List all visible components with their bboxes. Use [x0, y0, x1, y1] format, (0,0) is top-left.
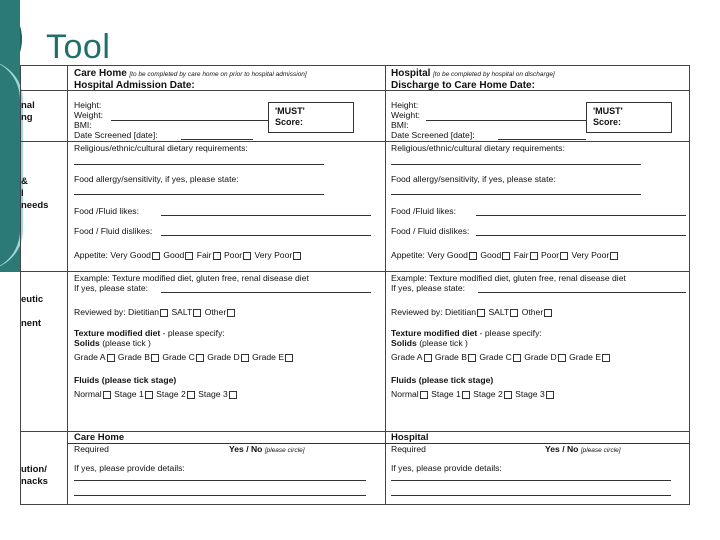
ch-reviewed-label: Reviewed by:	[74, 307, 126, 317]
h-appetite-good-checkbox[interactable]	[502, 252, 510, 260]
h-solids-row	[391, 338, 468, 349]
hospital-header	[391, 68, 555, 91]
ch-date-line[interactable]	[181, 139, 253, 140]
ch-fluids-row	[74, 375, 176, 386]
h-reviewed-dietitian: Dietitian	[444, 307, 477, 317]
ch-stage-3-checkbox[interactable]	[229, 391, 237, 399]
ch-stage-3: Stage 3	[198, 389, 228, 399]
h-texture-title: Texture modified diet	[391, 328, 478, 338]
ch-solids-label: Solids	[74, 338, 100, 348]
h-date-screened-label: Date Screened [date]:	[391, 130, 475, 140]
h-stage-1: Stage 1	[431, 389, 461, 399]
care-home-title: Care Home	[74, 68, 127, 79]
row-divider-screening	[21, 141, 689, 142]
h-allergy-line[interactable]	[391, 194, 641, 195]
h-must-score: Score:	[593, 117, 622, 127]
h-bmi-label: BMI:	[391, 120, 409, 130]
ch-grade-d-checkbox[interactable]	[241, 354, 249, 362]
h-grades-row	[391, 352, 611, 363]
h-example-text: Example: Texture modified diet, gluten free, renal disease diet	[391, 273, 626, 283]
ch-grades-row	[74, 352, 294, 363]
slide-title: Tool	[46, 28, 111, 66]
h-grade-a-checkbox[interactable]	[424, 354, 432, 362]
ch-appetite-good: Good	[163, 250, 185, 260]
ch-grade-b: Grade B	[117, 352, 150, 362]
ch-details-line-1[interactable]	[74, 480, 366, 481]
h-grade-d: Grade D	[524, 352, 557, 362]
row-divider-needs	[21, 271, 689, 272]
ch-details-label: If yes, please provide details:	[74, 463, 185, 473]
h-appetite-label: Appetite:	[391, 250, 425, 260]
h-likes-line[interactable]	[476, 215, 686, 216]
row-label-screening-2: ng	[21, 112, 33, 123]
h-stage-normal-checkbox[interactable]	[420, 391, 428, 399]
h-solids-note: (please tick )	[419, 338, 468, 348]
column-divider-left	[67, 66, 68, 504]
h-yes-no[interactable]: Yes / No	[545, 444, 579, 454]
h-grade-d-checkbox[interactable]	[558, 354, 566, 362]
h-height-label: Height:	[391, 100, 419, 110]
ch-bmi-label: BMI:	[74, 120, 92, 130]
ch-grade-b-checkbox[interactable]	[151, 354, 159, 362]
ch-yes-no-row	[229, 444, 305, 456]
h-reviewed-label: Reviewed by:	[391, 307, 443, 317]
ch-reviewed-other-checkbox[interactable]	[227, 309, 235, 317]
ch-reviewed-other: Other	[204, 307, 227, 317]
h-reviewed-salt-checkbox[interactable]	[510, 309, 518, 317]
h-appetite-poor: Poor	[540, 250, 560, 260]
ch-snacks-title-line	[67, 443, 385, 444]
h-grade-e-checkbox[interactable]	[602, 354, 610, 362]
h-dislikes-label: Food / Fluid dislikes:	[391, 226, 470, 236]
ch-stage-1-checkbox[interactable]	[145, 391, 153, 399]
h-details-label: If yes, please provide details:	[391, 463, 502, 473]
ch-grade-c: Grade C	[162, 352, 195, 362]
care-home-note: [to be completed by care home on prior to hospital admission]	[129, 71, 307, 78]
ch-dislikes-label: Food / Fluid dislikes:	[74, 226, 153, 236]
h-grade-b-checkbox[interactable]	[468, 354, 476, 362]
h-reviewed-other-checkbox[interactable]	[544, 309, 552, 317]
ch-stage-normal-checkbox[interactable]	[103, 391, 111, 399]
h-appetite-very-good-checkbox[interactable]	[469, 252, 477, 260]
ch-dislikes-line[interactable]	[161, 235, 371, 236]
ch-appetite-fair: Fair	[196, 250, 212, 260]
ch-stages-row	[74, 389, 238, 400]
ch-appetite-poor-checkbox[interactable]	[243, 252, 251, 260]
h-appetite-very-poor-checkbox[interactable]	[610, 252, 618, 260]
ch-appetite-fair-checkbox[interactable]	[213, 252, 221, 260]
h-stage-3: Stage 3	[515, 389, 545, 399]
h-if-yes-line[interactable]	[478, 292, 686, 293]
ch-grade-e-checkbox[interactable]	[285, 354, 293, 362]
h-stage-2: Stage 2	[473, 389, 503, 399]
ch-fluids-note: (please tick stage)	[101, 375, 177, 385]
ch-appetite-label: Appetite:	[74, 250, 108, 260]
h-weight-label: Weight:	[391, 110, 420, 120]
h-appetite-poor-checkbox[interactable]	[560, 252, 568, 260]
ch-snacks-title: Care Home	[74, 432, 125, 443]
ch-appetite-very-poor-checkbox[interactable]	[293, 252, 301, 260]
h-religious-line[interactable]	[391, 164, 641, 165]
ch-example-text: Example: Texture modified diet, gluten free, renal disease diet	[74, 273, 309, 283]
row-label-therapeutic-2: nent	[21, 318, 42, 329]
h-likes-label: Food /Fluid likes:	[391, 206, 456, 216]
column-divider-middle	[385, 66, 386, 504]
ch-texture-suffix: - please specify:	[162, 328, 225, 338]
h-details-line-2[interactable]	[391, 495, 671, 496]
h-texture-suffix: - please specify:	[479, 328, 542, 338]
ch-religious-label: Religious/ethnic/cultural dietary requirements:	[74, 143, 248, 153]
h-fluids-note: (please tick stage)	[418, 375, 494, 385]
ch-texture-title: Texture modified diet	[74, 328, 161, 338]
ch-circle-note: [please circle]	[264, 447, 305, 454]
ch-must-title: 'MUST'	[275, 106, 305, 116]
h-must-score-box[interactable]	[586, 102, 672, 133]
h-appetite-very-poor: Very Poor	[571, 250, 610, 260]
ch-grade-d: Grade D	[207, 352, 240, 362]
ch-must-score-box[interactable]	[268, 102, 354, 133]
row-label-snacks-1: ution/	[21, 464, 47, 475]
ch-grade-e: Grade E	[252, 352, 285, 362]
row-label-screening-1: nal	[21, 100, 35, 111]
ch-date-screened-label: Date Screened [date]:	[74, 130, 158, 140]
ch-reviewed-salt-checkbox[interactable]	[193, 309, 201, 317]
h-yes-no-row	[545, 444, 621, 456]
h-grade-c: Grade C	[479, 352, 512, 362]
care-home-date-label: Hospital Admission Date:	[74, 80, 195, 91]
ch-allergy-label: Food allergy/sensitivity, if yes, please state:	[74, 174, 239, 184]
h-appetite-good: Good	[480, 250, 502, 260]
ch-fluids-title: Fluids	[74, 375, 100, 385]
h-stages-row	[391, 389, 555, 400]
h-appetite-fair: Fair	[513, 250, 529, 260]
h-fluids-row	[391, 375, 493, 386]
h-reviewed-row	[391, 307, 553, 318]
hospital-note: [to be completed by hospital on discharge]	[432, 71, 555, 78]
h-grade-a: Grade A	[391, 352, 423, 362]
h-solids-label: Solids	[391, 338, 417, 348]
h-fluids-title: Fluids	[391, 375, 417, 385]
h-reviewed-salt: SALT	[488, 307, 510, 317]
h-circle-note: [please circle]	[580, 447, 621, 454]
h-allergy-label: Food allergy/sensitivity, if yes, please state:	[391, 174, 556, 184]
h-grade-c-checkbox[interactable]	[513, 354, 521, 362]
h-appetite-very-good: Very Good	[427, 250, 468, 260]
nutrition-form	[20, 65, 690, 505]
ch-stage-2-checkbox[interactable]	[187, 391, 195, 399]
h-if-yes-label: If yes, please state:	[391, 283, 466, 293]
h-appetite-row	[391, 250, 619, 261]
ch-grade-c-checkbox[interactable]	[196, 354, 204, 362]
ch-weight-label: Weight:	[74, 110, 103, 120]
ch-solids-row	[74, 338, 151, 349]
ch-solids-note: (please tick )	[102, 338, 151, 348]
ch-grade-a: Grade A	[74, 352, 106, 362]
ch-likes-line[interactable]	[161, 215, 371, 216]
ch-required-label: Required	[74, 444, 109, 454]
ch-appetite-very-good-checkbox[interactable]	[152, 252, 160, 260]
ch-yes-no[interactable]: Yes / No	[229, 444, 263, 454]
ch-details-line-2[interactable]	[74, 495, 366, 496]
ch-religious-line[interactable]	[74, 164, 324, 165]
h-grade-e: Grade E	[569, 352, 602, 362]
h-snacks-title-line	[385, 443, 689, 444]
ch-appetite-row	[74, 250, 302, 261]
ch-must-score: Score:	[275, 117, 304, 127]
h-required-label: Required	[391, 444, 426, 454]
ch-stage-2: Stage 2	[156, 389, 186, 399]
h-date-line[interactable]	[498, 139, 586, 140]
ch-appetite-poor: Poor	[223, 250, 243, 260]
h-must-title: 'MUST'	[593, 106, 623, 116]
h-appetite-fair-checkbox[interactable]	[530, 252, 538, 260]
h-dislikes-line[interactable]	[476, 235, 686, 236]
ch-reviewed-dietitian-checkbox[interactable]	[160, 309, 168, 317]
row-label-therapeutic-1: eutic	[21, 294, 44, 305]
ch-likes-label: Food /Fluid likes:	[74, 206, 139, 216]
ch-appetite-very-poor: Very Poor	[254, 250, 293, 260]
ch-weight-line[interactable]	[111, 120, 271, 121]
ch-appetite-good-checkbox[interactable]	[185, 252, 193, 260]
ch-reviewed-row	[74, 307, 236, 318]
h-details-line-1[interactable]	[391, 480, 671, 481]
ch-grade-a-checkbox[interactable]	[107, 354, 115, 362]
h-reviewed-dietitian-checkbox[interactable]	[477, 309, 485, 317]
h-stage-2-checkbox[interactable]	[504, 391, 512, 399]
h-stage-normal: Normal	[391, 389, 419, 399]
ch-stage-1: Stage 1	[114, 389, 144, 399]
h-stage-3-checkbox[interactable]	[546, 391, 554, 399]
h-snacks-title: Hospital	[391, 432, 429, 443]
ch-height-label: Height:	[74, 100, 102, 110]
ch-reviewed-salt: SALT	[171, 307, 193, 317]
h-reviewed-other: Other	[521, 307, 544, 317]
ch-appetite-very-good: Very Good	[110, 250, 151, 260]
row-label-needs-1: &	[21, 176, 28, 187]
h-stage-1-checkbox[interactable]	[462, 391, 470, 399]
row-label-needs-2: l	[21, 188, 24, 199]
hospital-title: Hospital	[391, 68, 431, 79]
ch-if-yes-line[interactable]	[161, 292, 371, 293]
care-home-header	[74, 68, 307, 91]
ch-if-yes-label: If yes, please state:	[74, 283, 149, 293]
hospital-date-label: Discharge to Care Home Date:	[391, 80, 535, 91]
ch-allergy-line[interactable]	[74, 194, 324, 195]
h-religious-label: Religious/ethnic/cultural dietary requirements:	[391, 143, 565, 153]
row-label-snacks-2: nacks	[21, 476, 48, 487]
ch-reviewed-dietitian: Dietitian	[127, 307, 160, 317]
ch-stage-normal: Normal	[74, 389, 102, 399]
row-label-needs-3: needs	[21, 200, 49, 211]
h-grade-b: Grade B	[434, 352, 467, 362]
h-weight-line[interactable]	[426, 120, 586, 121]
